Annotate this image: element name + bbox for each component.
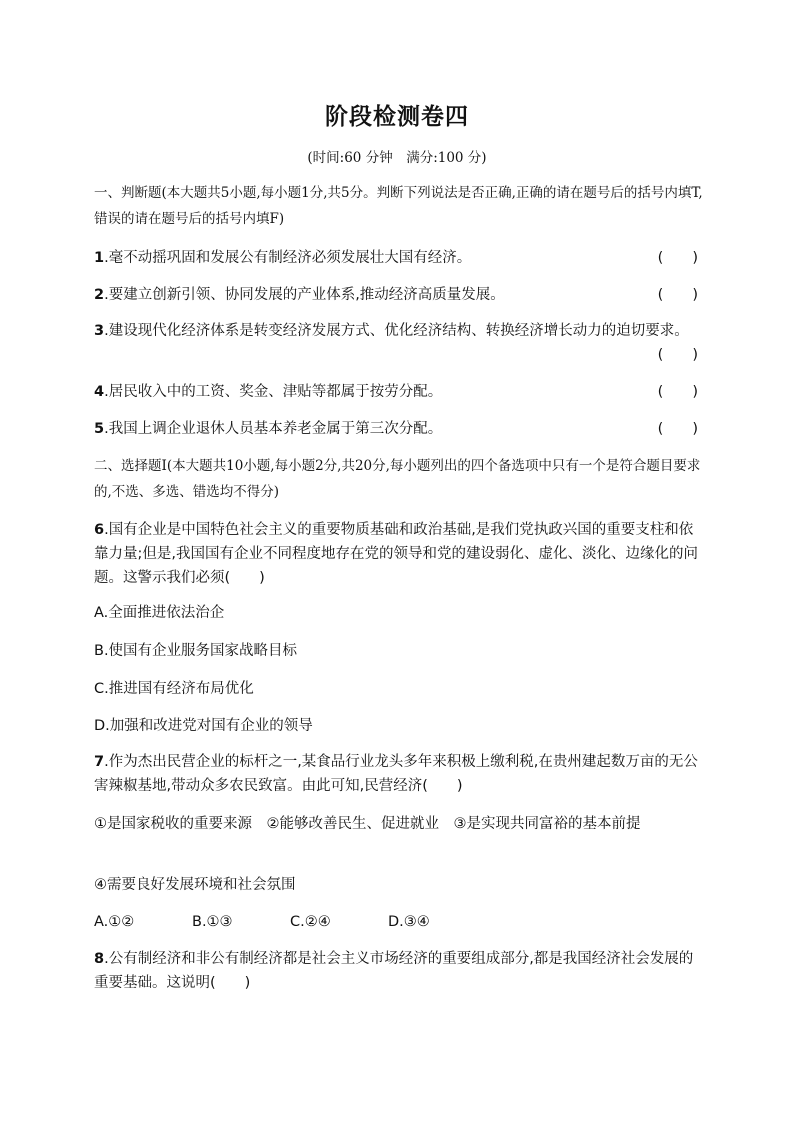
question-text: .国有企业是中国特色社会主义的重要物质基础和政治基础,是我们党执政兴国的重要支柱和依靠力量;但是,我国国有企业不同程度地存在党的领导和党的建设弱化、虚化、淡化、边缘化的问题。这警示我们必须( ) [94, 522, 698, 586]
section1-heading: 一、判断题(本大题共5小题,每小题1分,共5分。判断下列说法是否正确,正确的请在题号后的括号内填T,错误的请在题号后的括号内填F) [94, 185, 703, 227]
option-d: D.加强和改进党对国有企业的领导 [94, 718, 313, 734]
question-text: .建设现代化经济体系是转变经济发展方式、优化经济结构、转换经济增长动力的迫切要求。 [104, 323, 689, 339]
question-number: 6 [94, 522, 105, 538]
question-text: .要建立创新引领、协同发展的产业体系,推动经济高质量发展。 [104, 287, 505, 303]
choice-d: D.③④ [388, 914, 430, 930]
choice-a: A.①② [94, 914, 135, 930]
choice-c: C.②④ [290, 914, 331, 930]
choice-b: B.①③ [192, 914, 233, 930]
question-number: 7 [94, 754, 105, 770]
choice-row [94, 910, 706, 934]
question-text: .公有制经济和非公有制经济都是社会主义市场经济的重要组成部分,都是我国经济社会发展的重要基础。这说明( ) [94, 951, 694, 991]
question-text: .作为杰出民营企业的标杆之一,某食品行业龙头多年来积极上缴利税,在贵州建起数万亩的无公害辣椒基地,带动众多农民致富。由此可知,民营经济( ) [94, 754, 698, 794]
question-6 [94, 518, 706, 590]
question-text: .居民收入中的工资、奖金、津贴等都属于按劳分配。 [104, 384, 443, 400]
question-number: 4 [94, 384, 105, 400]
question-7 [94, 750, 706, 798]
question-number: 3 [94, 323, 105, 339]
section2-heading: 二、选择题Ⅰ(本大题共10小题,每小题2分,共20分,每小题列出的四个备选项中只有一个是符合题目要求的,不选、多选、错选均不得分) [94, 458, 701, 500]
statement-4: ④需要良好发展环境和社会氛围 [94, 877, 296, 893]
question-text: .我国上调企业退休人员基本养老金属于第三次分配。 [104, 421, 443, 437]
option-a: A.全面推进依法治企 [94, 605, 225, 621]
question-1 [94, 246, 706, 270]
question-4 [94, 380, 706, 404]
answer-blank: ( ) [657, 421, 698, 437]
question-text: .毫不动摇巩固和发展公有制经济必须发展壮大国有经济。 [104, 250, 472, 266]
question-2 [94, 283, 706, 307]
option-c: C.推进国有经济布局优化 [94, 681, 254, 697]
question-5 [94, 417, 706, 441]
question-8 [94, 947, 706, 995]
question-number: 8 [94, 951, 105, 967]
answer-blank: ( ) [657, 250, 698, 266]
question-number: 5 [94, 421, 105, 437]
question-number: 1 [94, 250, 105, 266]
question-number: 2 [94, 287, 105, 303]
question-3 [94, 319, 698, 363]
statement-list: ①是国家税收的重要来源 ②能够改善民生、促进就业 ③是实现共同富裕的基本前提 [94, 816, 641, 832]
answer-blank: ( ) [657, 384, 698, 400]
exam-time-score: (时间:60 分钟 满分:100 分) [307, 150, 487, 166]
option-b: B.使国有企业服务国家战略目标 [94, 643, 298, 659]
page-title: 阶段检测卷四 [325, 104, 469, 130]
answer-blank: ( ) [657, 287, 698, 303]
answer-blank: ( ) [657, 347, 698, 363]
